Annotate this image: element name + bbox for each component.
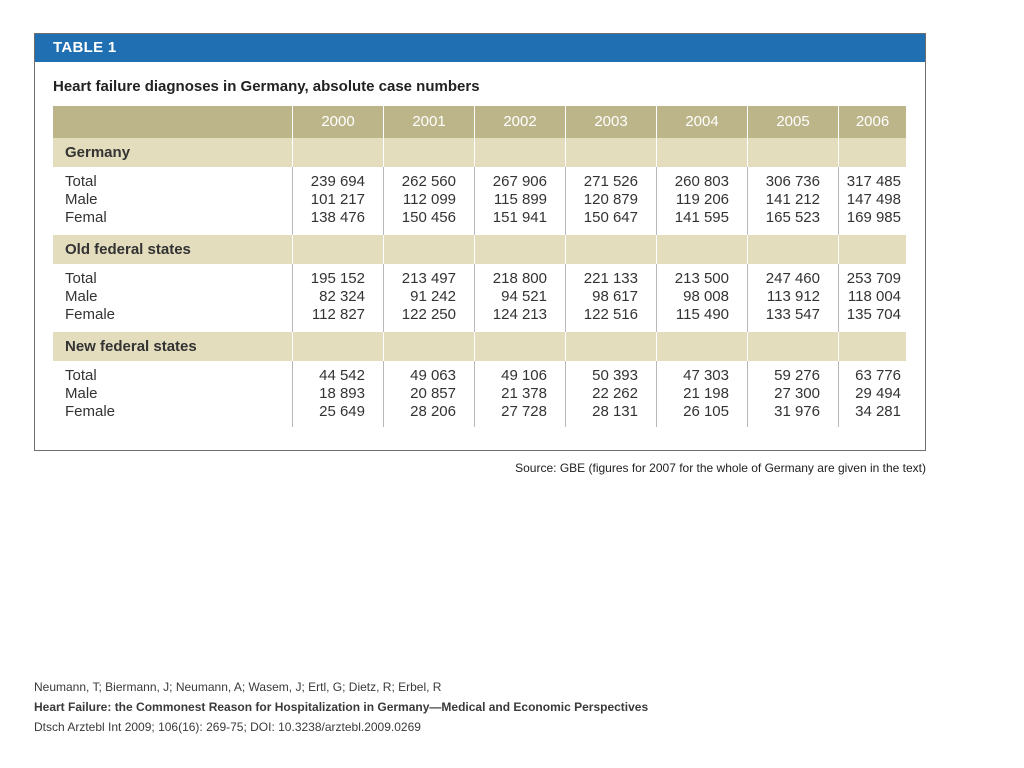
case-count: 218 800 [492,270,547,287]
case-count: 239 694 [310,173,365,190]
section-header-fill [839,332,907,361]
case-count: 115 899 [493,191,547,208]
year-header: 2005 [748,106,839,138]
case-count: 120 879 [583,191,638,208]
case-count: 112 827 [311,306,365,323]
section-header-fill [748,235,839,264]
case-count: 91 242 [410,288,456,305]
value-cell [293,167,384,235]
case-count: 49 063 [410,367,456,384]
value-cell [475,361,566,427]
citation [34,677,648,737]
table-figure [34,33,926,451]
value-cell [748,361,839,427]
year-header: 2002 [475,106,566,138]
case-count: 138 476 [310,209,365,226]
value-cell [293,361,384,427]
section-header-fill [657,235,748,264]
value-cell [657,167,748,235]
row-labels [53,361,293,427]
case-count: 306 736 [765,173,820,190]
case-count: 213 497 [401,270,456,287]
case-count: 20 857 [410,385,456,402]
citation-authors: Neumann, T; Biermann, J; Neumann, A; Wasem, J; Ertl, G; Dietz, R; Erbel, R [34,680,442,694]
case-count: 21 198 [683,385,729,402]
case-count: 47 303 [683,367,729,384]
row-label: Total [65,270,97,287]
citation-journal: Dtsch Arztebl Int 2009; 106(16): 269-75; DOI: 10.3238/arztebl.2009.0269 [34,720,421,734]
section-header-fill [748,332,839,361]
row-label: Male [65,288,98,305]
section-header: Old federal states [53,235,293,264]
case-count: 44 542 [319,367,365,384]
case-count: 147 498 [846,191,901,208]
value-cell [384,361,475,427]
case-count: 27 728 [501,403,547,420]
section-header-fill [566,138,657,167]
value-cell [384,167,475,235]
row-label: Male [65,385,98,402]
row-label: Total [65,367,97,384]
case-count: 221 133 [583,270,638,287]
value-cell [384,264,475,332]
section-header-fill [293,332,384,361]
case-count: 50 393 [592,367,638,384]
section-header-fill [475,138,566,167]
case-count: 271 526 [583,173,638,190]
row-label: Female [65,306,116,323]
case-count: 113 912 [766,288,820,305]
section-header-fill [657,138,748,167]
year-header: 2006 [839,106,907,138]
case-count: 21 378 [501,385,547,402]
row-labels [53,167,293,235]
section-header-fill [475,332,566,361]
case-count: 63 776 [855,367,901,384]
case-count: 94 521 [501,288,547,305]
section-header-fill [566,332,657,361]
case-count: 25 649 [319,403,365,420]
source-note: Source: GBE (figures for 2007 for the whole of Germany are given in the text) [515,461,926,475]
section-header-fill [839,138,907,167]
value-cell [748,264,839,332]
case-count: 151 941 [492,209,547,226]
case-count: 59 276 [774,367,820,384]
case-count: 124 213 [492,306,547,323]
value-cell [657,264,748,332]
case-count: 262 560 [401,173,456,190]
case-count: 18 893 [319,385,365,402]
section-header-fill [839,235,907,264]
case-count: 27 300 [774,385,820,402]
header-corner-cell [53,106,293,138]
case-count: 34 281 [855,403,901,420]
section-header: Germany [53,138,293,167]
year-header: 2004 [657,106,748,138]
case-count: 267 906 [492,173,547,190]
value-cell [566,264,657,332]
case-count: 247 460 [765,270,820,287]
case-count: 141 595 [674,209,729,226]
citation-title: Heart Failure: the Commonest Reason for Hospitalization in Germany—Medical and Economic Perspectives [34,700,649,714]
row-labels [53,264,293,332]
value-cell [839,264,907,332]
case-count: 169 985 [846,209,901,226]
case-count: 141 212 [765,191,820,208]
section-header-fill [566,235,657,264]
year-header: 2003 [566,106,657,138]
case-count: 29 494 [855,385,901,402]
case-count: 195 152 [310,270,365,287]
row-label: Femal [65,209,107,226]
value-cell [293,264,384,332]
year-header: 2000 [293,106,384,138]
section-header-fill [748,138,839,167]
value-cell [748,167,839,235]
case-count: 22 262 [592,385,638,402]
section-header-fill [293,235,384,264]
section-header-fill [384,138,475,167]
case-count: 317 485 [846,173,901,190]
row-label: Male [65,191,98,208]
section-header-fill [293,138,384,167]
section-header-fill [657,332,748,361]
value-cell [839,167,907,235]
table-title: Heart failure diagnoses in Germany, absolute case numbers [53,78,480,95]
row-label: Female [65,403,116,420]
case-count: 165 523 [765,209,820,226]
section-header-fill [475,235,566,264]
case-count: 150 456 [401,209,456,226]
value-cell [566,361,657,427]
case-count: 49 106 [501,367,547,384]
case-count: 133 547 [765,306,820,323]
row-label: Total [65,173,97,190]
case-count: 28 131 [592,403,638,420]
case-count: 112 099 [402,191,456,208]
case-count: 118 004 [847,288,901,305]
table-label: TABLE 1 [35,34,925,62]
case-count: 260 803 [674,173,729,190]
year-header: 2001 [384,106,475,138]
case-count: 28 206 [410,403,456,420]
case-count: 101 217 [310,191,365,208]
section-header-fill [384,235,475,264]
case-count: 119 206 [675,191,729,208]
value-cell [475,264,566,332]
case-count: 98 008 [683,288,729,305]
case-count: 26 105 [683,403,729,420]
case-count: 150 647 [583,209,638,226]
case-count: 253 709 [846,270,901,287]
section-header: New federal states [53,332,293,361]
value-cell [475,167,566,235]
section-header-fill [384,332,475,361]
value-cell [839,361,907,427]
case-count: 122 250 [401,306,456,323]
case-count: 82 324 [319,288,365,305]
value-cell [566,167,657,235]
case-count: 31 976 [774,403,820,420]
case-count: 98 617 [592,288,638,305]
data-table [53,106,907,427]
case-count: 135 704 [846,306,901,323]
case-count: 115 490 [675,306,729,323]
case-count: 122 516 [583,306,638,323]
case-count: 213 500 [674,270,729,287]
value-cell [657,361,748,427]
